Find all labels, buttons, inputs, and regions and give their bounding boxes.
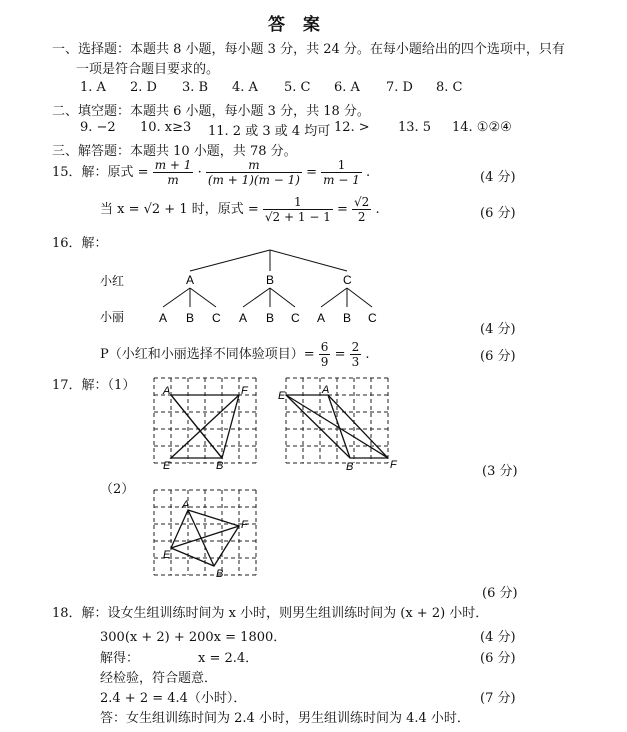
q17-points-1: (3 分) bbox=[482, 464, 518, 479]
q16-prob-text: P（小红和小丽选择不同体验项目）= bbox=[100, 347, 315, 362]
q15-frac5: $\frac{√2}{2}$ bbox=[354, 195, 370, 224]
tree-diagram bbox=[95, 245, 395, 330]
q18-points-2: (6 分) bbox=[480, 651, 516, 666]
q18-compute: 2.4 + 2 = 4.4（小时）． bbox=[100, 691, 247, 706]
q16-frac1: $\frac{6}{9}$ bbox=[320, 340, 329, 369]
q16-points-2: (6 分) bbox=[480, 349, 516, 364]
q18-points-1: (4 分) bbox=[480, 630, 516, 645]
tree-leaf: A bbox=[317, 311, 326, 325]
section2-heading: 二、填空题：本题共 6 小题，每小题 3 分，共 18 分。 bbox=[52, 104, 370, 119]
q15-line2-text: 当 x = √2 + 1 时，原式 = bbox=[100, 202, 259, 217]
row-label-xiaoli: 小丽 bbox=[100, 310, 125, 324]
section1-heading-cont: 一项是符合题目要求的。 bbox=[76, 62, 220, 77]
grid1-label-b: B bbox=[216, 460, 224, 472]
tree-leaf: A bbox=[239, 311, 248, 325]
grid3-label-e: E bbox=[163, 549, 171, 561]
answer-8: 8. C bbox=[436, 80, 463, 95]
tree-leaf: B bbox=[186, 311, 195, 325]
q18-equation: 300(x + 2) + 200x = 1800． bbox=[100, 630, 287, 645]
q18-solution: x = 2.4． bbox=[198, 651, 259, 666]
answer-10: 10. x≥3 bbox=[140, 120, 192, 135]
q15-line1 bbox=[52, 158, 370, 187]
q15-period: . bbox=[366, 165, 371, 180]
tree-leaf: B bbox=[343, 311, 352, 325]
answer-9: 9. −2 bbox=[80, 120, 116, 135]
q15-eq2: = bbox=[336, 202, 348, 217]
q18-line1: 18．解：设女生组训练时间为 x 小时，则男生组训练时间为 (x + 2) 小时． bbox=[52, 606, 489, 621]
grid2-label-b: B bbox=[346, 461, 354, 473]
q15-frac2: $\frac{m}{(m + 1)(m - 1)}$ bbox=[207, 158, 300, 187]
tree-leaf: C bbox=[291, 311, 300, 325]
answer-3: 3. B bbox=[182, 80, 209, 95]
q16-points-1: (4 分) bbox=[480, 322, 516, 337]
grid1-label-f: F bbox=[241, 385, 248, 397]
tree-leaf: C bbox=[212, 311, 221, 325]
grid1-label-e: E bbox=[163, 460, 171, 472]
grid3-label-a: A bbox=[182, 499, 190, 511]
q16-label: 16．解： bbox=[52, 236, 108, 251]
q18-solve-label: 解得： bbox=[100, 651, 140, 666]
q17-label: 17．解：（1） bbox=[52, 378, 136, 393]
q15-eq: = bbox=[306, 165, 318, 180]
answer-1: 1. A bbox=[80, 80, 106, 95]
answer-2: 2. D bbox=[130, 80, 157, 95]
grid1-label-a: A bbox=[163, 385, 171, 397]
tree-top-b: B bbox=[266, 273, 275, 287]
answer-4: 4. A bbox=[232, 80, 258, 95]
page-title: 答 案 bbox=[268, 15, 326, 35]
q16-period: . bbox=[365, 347, 370, 362]
q18-answer: 答：女生组训练时间为 2.4 小时，男生组训练时间为 4.4 小时． bbox=[100, 711, 470, 726]
grid3-label-f: F bbox=[241, 519, 248, 531]
row-label-xiaohong: 小红 bbox=[100, 274, 125, 288]
tree-top-a: A bbox=[186, 273, 195, 287]
q15-frac3: $\frac{1}{m - 1}$ bbox=[323, 158, 360, 187]
grid-figure-3 bbox=[150, 486, 262, 589]
answer-12: 12. > bbox=[334, 120, 370, 135]
section3-heading: 三、解答题：本题共 10 小题，共 78 分。 bbox=[52, 144, 297, 159]
q15-dot: · bbox=[197, 165, 202, 180]
answer-13: 13. 5 bbox=[398, 120, 432, 135]
grid3-label-b: B bbox=[216, 568, 224, 580]
q15-label: 15．解：原式 = bbox=[52, 165, 149, 180]
q15-frac1: $\frac{m + 1}{m}$ bbox=[154, 158, 192, 187]
tree-leaf: C bbox=[368, 311, 377, 325]
answer-14: 14. ①②④ bbox=[452, 120, 512, 135]
tree-leaf: B bbox=[266, 311, 275, 325]
q16-eq: = bbox=[334, 347, 346, 362]
q15-points-2: (6 分) bbox=[480, 206, 516, 221]
q17-part2-label: （2） bbox=[100, 482, 135, 497]
section1-heading: 一、选择题：本题共 8 小题，每小题 3 分，共 24 分。在每小题给出的四个选项中，只有 bbox=[52, 42, 565, 57]
q15-points-1: (4 分) bbox=[480, 170, 516, 185]
q15-frac4: $\frac{1}{√2 + 1 - 1}$ bbox=[264, 195, 331, 224]
q16-probability bbox=[100, 340, 370, 369]
q15-period2: . bbox=[375, 202, 380, 217]
grid2-label-e: E bbox=[278, 390, 286, 402]
grid-figure-2 bbox=[278, 374, 402, 477]
answer-6: 6. A bbox=[334, 80, 360, 95]
grid2-label-f: F bbox=[390, 459, 397, 471]
q17-points-2: (6 分) bbox=[482, 586, 518, 601]
tree-top-c: C bbox=[343, 273, 352, 287]
answer-11: 11. 2 或 3 或 4 均可 bbox=[208, 124, 331, 139]
grid2-label-a: A bbox=[322, 384, 330, 396]
answer-7: 7. D bbox=[386, 80, 413, 95]
grid-figure-1 bbox=[150, 374, 262, 477]
tree-leaf: A bbox=[159, 311, 168, 325]
answer-5: 5. C bbox=[284, 80, 311, 95]
q16-frac2: $\frac{2}{3}$ bbox=[351, 340, 360, 369]
q15-line2 bbox=[100, 195, 380, 224]
q18-check: 经检验，符合题意． bbox=[100, 671, 218, 686]
q18-points-3: (7 分) bbox=[480, 691, 516, 706]
